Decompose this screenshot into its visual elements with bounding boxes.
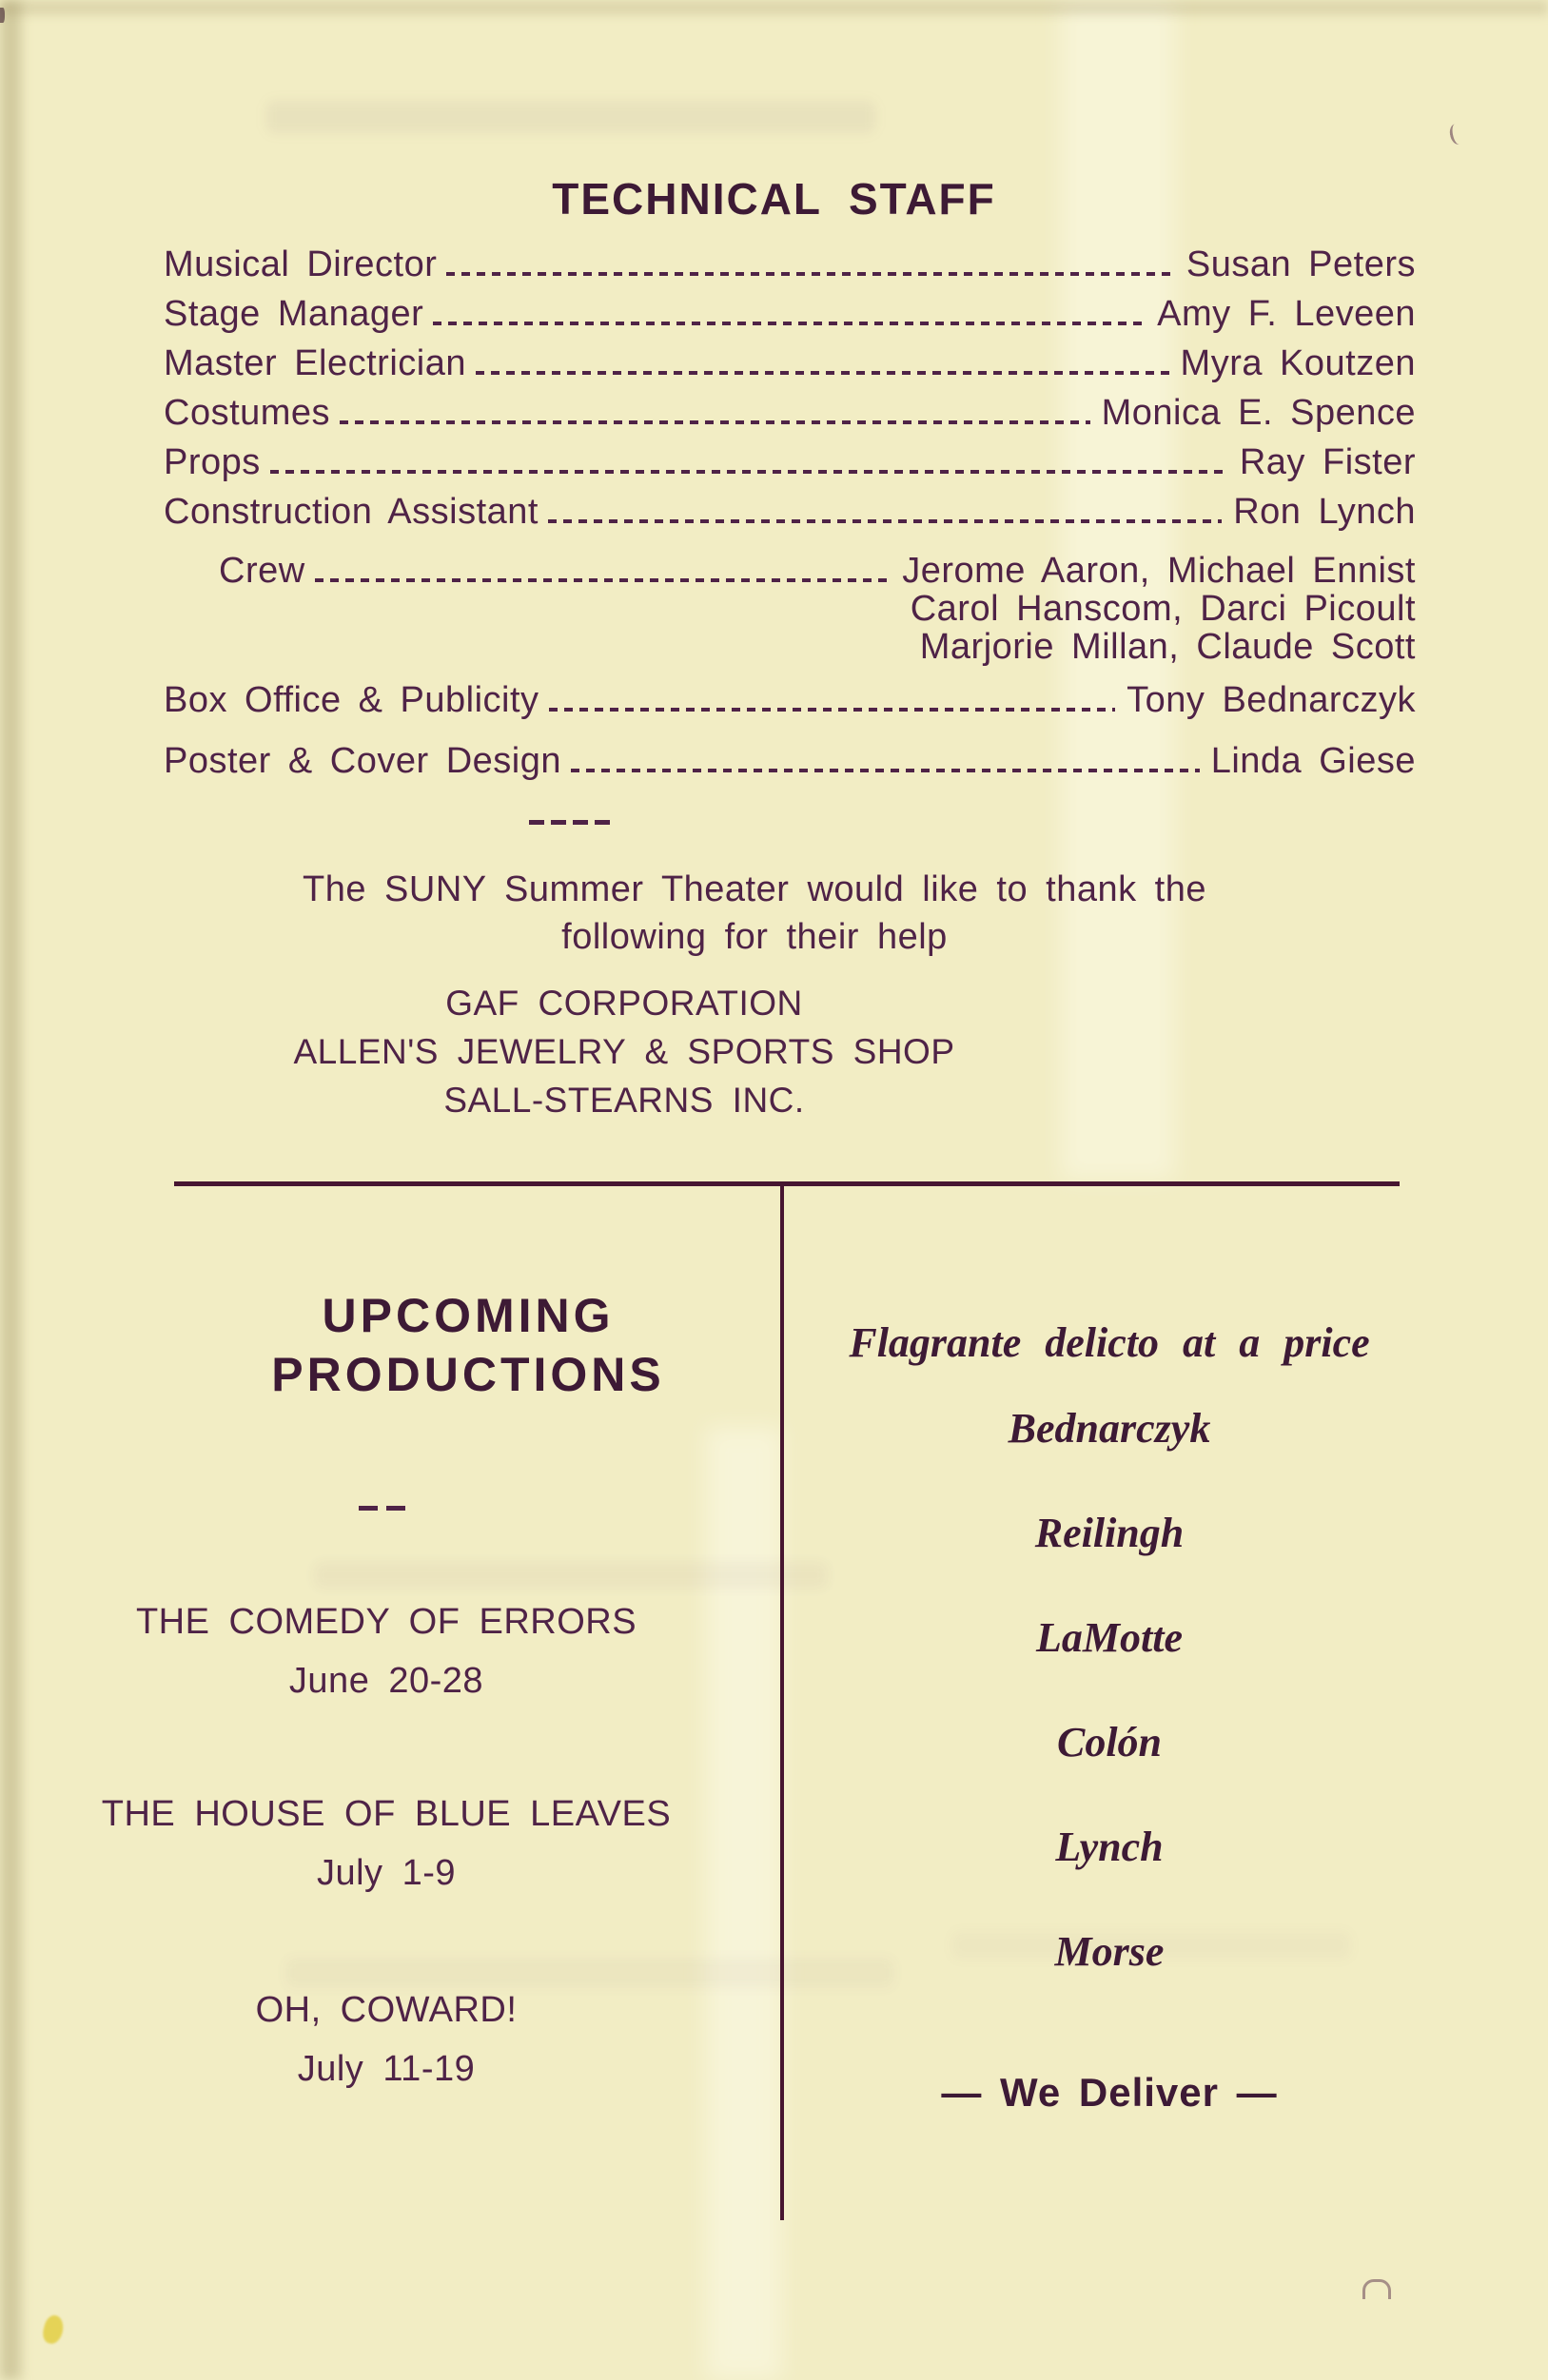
role-label: Stage Manager (164, 294, 424, 334)
crew-name-line: Carol Hanscom, Darci Picoult (910, 589, 1416, 629)
horizontal-rule (174, 1181, 1400, 1186)
staff-row (164, 295, 1416, 333)
show-title: OH, COWARD! (255, 1990, 518, 2030)
crew-name-line: Marjorie Millan, Claude Scott (919, 627, 1416, 667)
ad-name: Lynch (1055, 1824, 1164, 1870)
staff-row (164, 394, 1416, 432)
thanks-line: following for their help (561, 917, 948, 957)
scan-artifact-yellow-spot (41, 2313, 67, 2346)
staff-row (164, 245, 1416, 283)
crew-name-line: Jerome Aaron, Michael Ennist (902, 551, 1416, 591)
role-label: Crew (219, 551, 305, 591)
dotted-leader (433, 322, 1146, 325)
dotted-leader (315, 578, 892, 582)
dotted-leader (446, 272, 1174, 276)
scan-artifact-mark (1448, 123, 1466, 146)
staff-row (164, 493, 1416, 531)
staff-name: Monica E. Spence (1101, 393, 1416, 433)
staff-row (164, 344, 1416, 382)
sponsor-name: SALL-STEARNS INC. (443, 1081, 805, 1120)
staff-row (164, 443, 1416, 481)
ad-footer: — We Deliver — (941, 2070, 1278, 2115)
dotted-leader (340, 420, 1090, 424)
ad-name: Morse (1054, 1928, 1165, 1975)
ad-name: Bednarczyk (1008, 1405, 1211, 1452)
upcoming-title-line: UPCOMING (322, 1289, 615, 1342)
staff-row (164, 681, 1416, 719)
dashes-separator (359, 1506, 405, 1511)
role-label: Musical Director (164, 244, 438, 284)
ghost-smudge (266, 101, 875, 133)
sponsor-list (0, 979, 1248, 1124)
staff-row (164, 742, 1416, 780)
dotted-leader (270, 470, 1228, 474)
role-label: Master Electrician (164, 343, 466, 383)
technical-staff-section (164, 245, 1416, 791)
staff-row-crew (164, 552, 1416, 666)
ad-name: Reilingh (1034, 1510, 1185, 1556)
thanks-section (0, 866, 1509, 961)
ad-names-list (729, 1407, 1490, 2035)
dotted-leader (571, 769, 1200, 772)
dotted-leader (548, 519, 1222, 523)
upcoming-title-line: PRODUCTIONS (271, 1348, 665, 1401)
role-label: Props (164, 442, 261, 482)
role-label: Box Office & Publicity (164, 680, 539, 720)
staff-name: Amy F. Leveen (1157, 294, 1416, 334)
ad-headline: Flagrante delicto at a price (849, 1319, 1370, 1366)
staff-name: Susan Peters (1185, 244, 1416, 284)
show-title: THE COMEDY OF ERRORS (135, 1602, 637, 1642)
role-label: Poster & Cover Design (164, 741, 561, 781)
role-label: Construction Assistant (164, 492, 539, 532)
ad-name: LaMotte (1036, 1614, 1183, 1661)
dotted-leader (476, 371, 1169, 375)
paper-edge-shadow (0, 0, 1548, 15)
crew-names (902, 552, 1416, 666)
show-title: THE HOUSE OF BLUE LEAVES (101, 1794, 672, 1834)
thanks-line: The SUNY Summer Theater would like to thank the (303, 869, 1206, 909)
staff-name: Linda Giese (1210, 741, 1416, 781)
show-listing (6, 1794, 767, 1893)
sponsor-name: GAF CORPORATION (445, 984, 803, 1023)
show-dates: July 11-19 (297, 2049, 476, 2089)
show-dates: July 1-9 (316, 1853, 457, 1893)
sponsor-name: ALLEN'S JEWELRY & SPORTS SHOP (293, 1032, 955, 1071)
role-label: Costumes (164, 393, 331, 433)
ad-name: Colón (1056, 1719, 1163, 1765)
staff-name: Ron Lynch (1233, 492, 1416, 532)
staff-name: Tony Bednarczyk (1127, 680, 1416, 720)
scan-artifact-mark (0, 8, 5, 23)
staff-name: Ray Fister (1239, 442, 1416, 482)
dashes-separator (529, 820, 610, 825)
dotted-leader (549, 708, 1116, 712)
show-dates: June 20-28 (288, 1661, 484, 1701)
show-listing (6, 1602, 767, 1701)
scan-artifact-mark (1362, 2279, 1391, 2299)
staff-name: Myra Koutzen (1180, 343, 1416, 383)
technical-staff-title: TECHNICAL STAFF (552, 174, 996, 224)
show-listing (6, 1990, 767, 2089)
